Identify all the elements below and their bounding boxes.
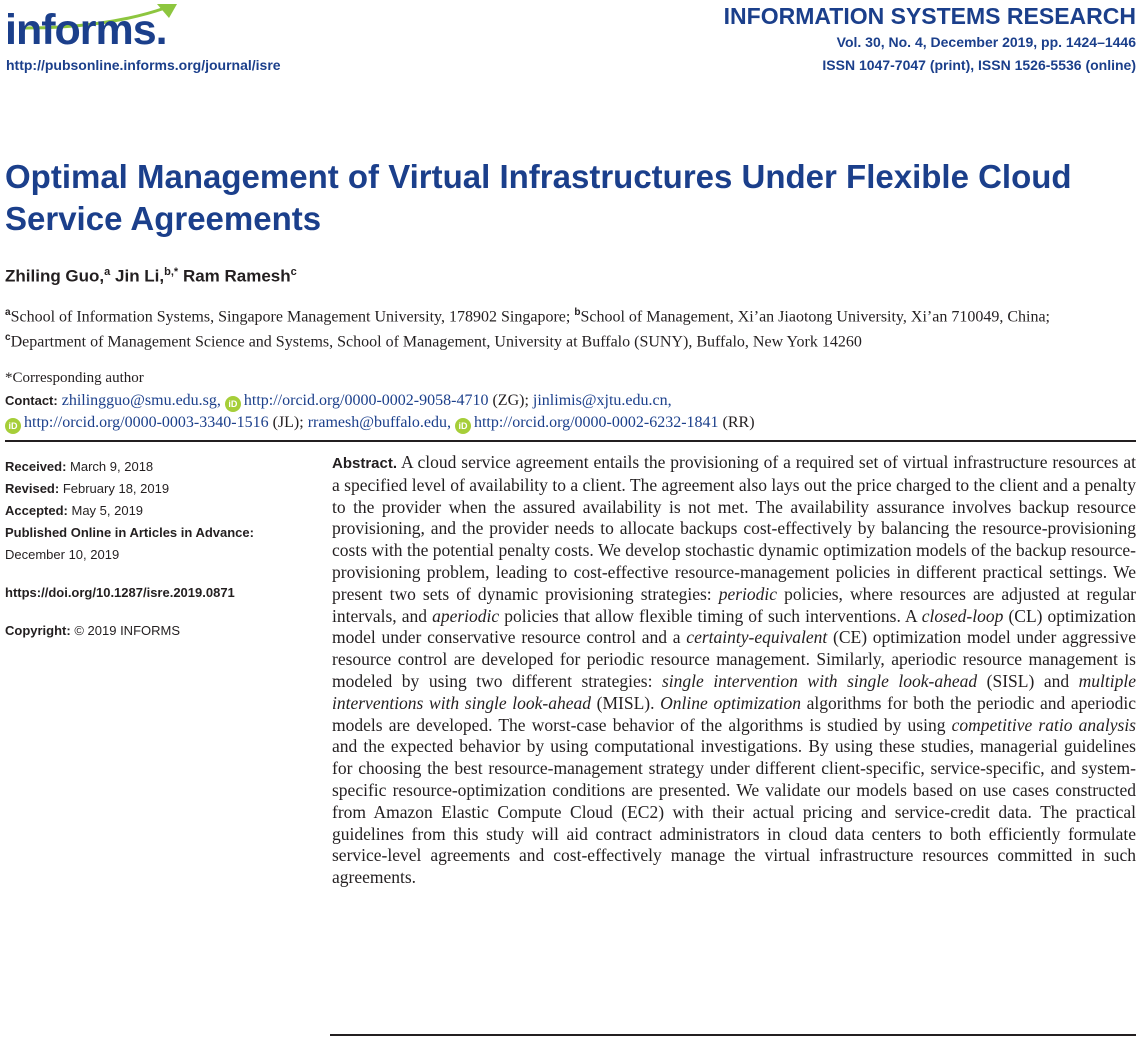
author-name: Zhiling Guo, <box>5 266 105 286</box>
abstract-text: A cloud service agreement entails the provisioning of a required set of virtual infrastructure resources at a specified level of availability to a client. The agreement also lays out the price charged to the client and a penalty to the provider when the assured availability is not met. The availability assurance involves backup resource provisioning, and the provider needs to allocate backups cost-effectively by balancing the resource-provisioning costs with the potential penalty costs. We develop stochastic dynamic optimization models of the backup resource-provisioning problem, leading to cost-effective resource-management policies in different practical settings. We present two sets of dynamic provisioning strategies: <box>332 452 1136 604</box>
accepted-label: Accepted: <box>5 503 68 518</box>
contact-block <box>5 390 1135 434</box>
paper-title: Optimal Management of Virtual Infrastructures Under Flexible Cloud Service Agreements <box>5 158 1072 237</box>
affiliations <box>5 302 1130 353</box>
doi-link[interactable] <box>5 582 315 604</box>
doi-text[interactable]: https://doi.org/10.1287/isre.2019.0871 <box>5 585 235 600</box>
volume-info: Vol. 30, No. 4, December 2019, pp. 1424–1446 <box>836 34 1136 50</box>
affil-text: Department of Management Science and Systems, School of Management, University at Buffalo (SUNY), Buffalo, New York 14260 <box>10 333 862 351</box>
author-affil-sup: a <box>104 266 111 278</box>
email-link[interactable]: rramesh@buffalo.edu, <box>307 414 451 431</box>
orcid-icon: iD <box>5 418 21 434</box>
revised-date <box>5 478 315 500</box>
abstract-italic: certainty-equivalent <box>686 627 828 648</box>
email-link[interactable]: jinlimis@xjtu.edu.cn, <box>532 392 672 409</box>
abstract-text: (CE) optimization model under aggressive resource control are developed for periodic resource management. Similarly, aperiodic resource management is modeled by using two different strategies: <box>332 627 1137 691</box>
informs-logo[interactable] <box>5 2 180 52</box>
published-date: December 10, 2019 <box>5 547 120 562</box>
author-tag: (JL); <box>272 414 304 431</box>
copyright-label: Copyright: <box>5 623 71 638</box>
orcid-link[interactable]: http://orcid.org/0000-0002-9058-4710 <box>243 392 489 409</box>
abstract-italic: closed-loop <box>921 605 1004 626</box>
orcid-link[interactable]: http://orcid.org/0000-0003-3340-1516 <box>24 414 269 431</box>
affil-sup: b <box>574 307 581 318</box>
revised-value: February 18, 2019 <box>62 481 170 496</box>
journal-url-link[interactable]: http://pubsonline.informs.org/journal/isre <box>6 57 281 73</box>
divider <box>330 1034 1136 1036</box>
abstract-text: (MISL). <box>596 692 655 713</box>
abstract-italic: aperiodic <box>432 605 500 626</box>
abstract-text: (SISL) and <box>986 670 1070 691</box>
received-label: Received: <box>5 459 67 474</box>
abstract-italic: periodic <box>718 583 778 604</box>
issn-info: ISSN 1047-7047 (print), ISSN 1526-5536 (online) <box>822 57 1136 73</box>
orcid-icon: iD <box>455 418 471 434</box>
published-label <box>5 522 315 544</box>
abstract-text: policies that allow flexible timing of such interventions. A <box>504 605 917 626</box>
abstract-italic: multiple interventions with single look-ahead <box>332 670 1136 713</box>
author-tag: (RR) <box>722 414 755 431</box>
affil-sup: c <box>5 332 11 344</box>
affil-text: School of Management, Xi’an Jiaotong University, Xi’an 710049, China; <box>580 308 1050 326</box>
abstract-italic: competitive ratio analysis <box>951 714 1136 735</box>
article-history <box>5 456 315 642</box>
author-list <box>5 266 297 287</box>
author-name: Ram Ramesh <box>182 266 291 286</box>
divider <box>5 440 1136 442</box>
logo-text: informs. <box>5 6 167 54</box>
copyright <box>5 620 315 642</box>
abstract-text: policies, where resources are adjusted at regular intervals, and <box>332 583 1136 626</box>
affil-text: School of Information Systems, Singapore Management University, 178902 Singapore; <box>10 308 571 326</box>
revised-label: Revised: <box>5 481 60 496</box>
author-name: Jin Li, <box>115 266 165 286</box>
abstract-text: (CL) optimization model under conservative resource control and a <box>332 605 1137 648</box>
copyright-value: © 2019 INFORMS <box>74 623 181 638</box>
accepted-value: May 5, 2019 <box>71 503 144 518</box>
orcid-icon: iD <box>225 396 241 412</box>
author-tag: (ZG); <box>492 392 529 409</box>
abstract-text: algorithms for both the periodic and aperiodic models are developed. The worst-case behavior of the algorithms is studied by using <box>332 692 1137 735</box>
published-label-text: Published Online in Articles in Advance: <box>5 525 254 540</box>
orcid-link[interactable]: http://orcid.org/0000-0002-6232-1841 <box>473 414 719 431</box>
received-date <box>5 456 315 478</box>
abstract-italic: single intervention with single look-ahead <box>661 670 978 691</box>
abstract-label: Abstract. <box>332 455 398 472</box>
email-link[interactable]: zhilingguo@smu.edu.sg, <box>61 392 221 409</box>
affil-sup: a <box>5 307 11 318</box>
author-affil-sup: b,* <box>164 266 179 278</box>
contact-label: Contact: <box>5 393 58 408</box>
corresponding-author-note: *Corresponding author <box>5 370 144 386</box>
abstract-italic: Online optimization <box>660 692 801 713</box>
accepted-date <box>5 500 315 522</box>
abstract <box>332 452 1136 889</box>
journal-name: INFORMATION SYSTEMS RESEARCH <box>723 3 1136 29</box>
abstract-text: and the expected behavior by using computational investigations. By using these studies, managerial guidelines for choosing the best resource-management strategy under different client-specific, service-specific, and system-specific resource-optimization conditions are presented. We validate our models based on use cases constructed from Amazon Elastic Compute Cloud (EC2) with their actual pricing and service-credit data. The practical guidelines from this study will aid contract administrators in cloud data centers to both efficiently formulate service-level agreements and cost-effectively manage the virtual infrastructure resources committed in such agreements. <box>332 736 1136 888</box>
author-affil-sup: c <box>290 266 297 278</box>
received-value: March 9, 2018 <box>70 459 154 474</box>
